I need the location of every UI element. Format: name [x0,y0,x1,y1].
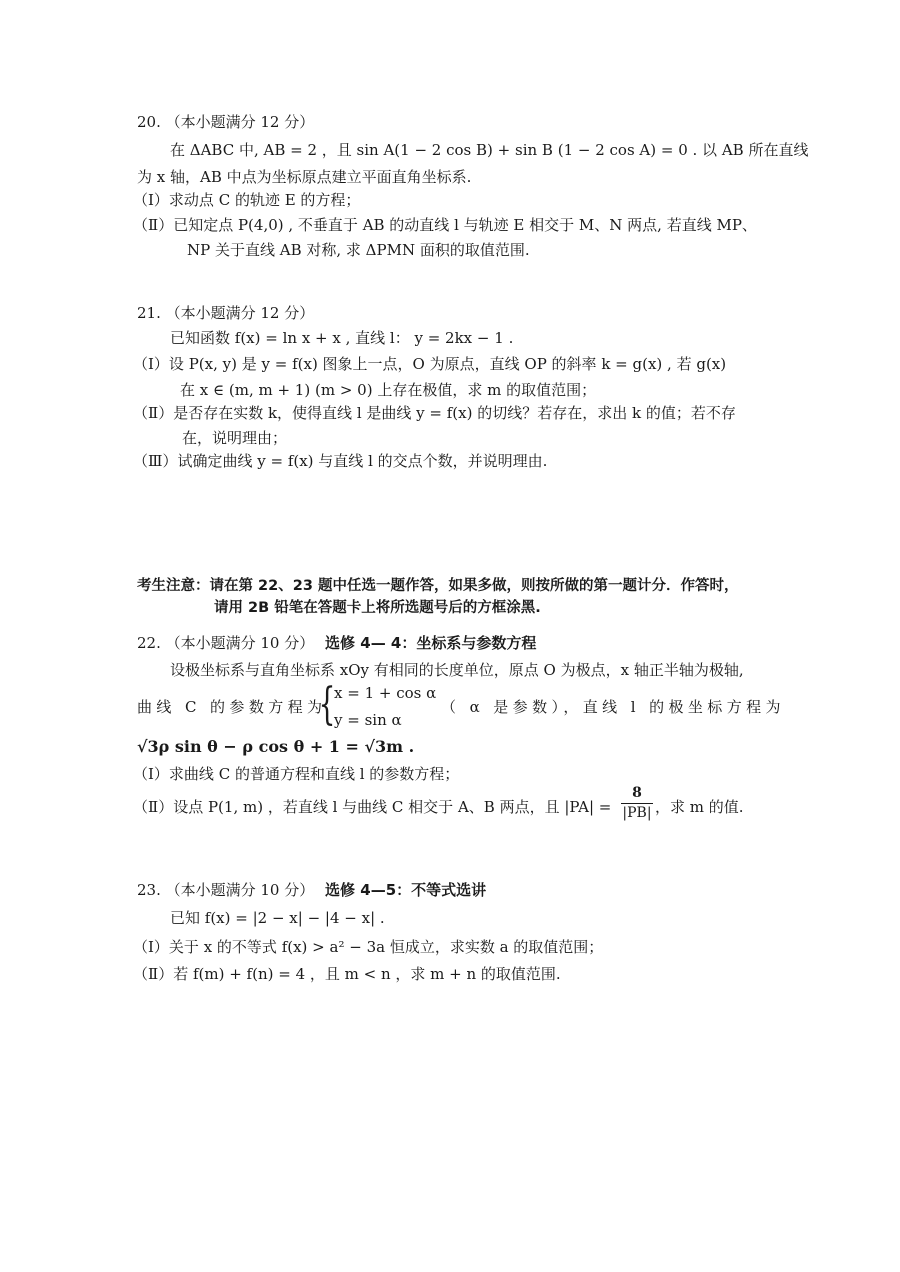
problem-21-stem: 已知函数 f(x) = ln x + x , 直线 l： y = 2kx − 1 . [170,329,514,347]
problem-20-part-1: （Ⅰ）求动点 C 的轨迹 E 的方程； [133,191,361,209]
problem-23-header-topic: 选修 4—5：不等式选讲 [325,881,487,899]
problem-23-part-1: （Ⅰ）关于 x 的不等式 f(x) > a² − 3a 恒成立，求实数 a 的取值范围； [133,938,604,956]
problem-22-header-score: 22. （本小题满分 10 分） [137,634,315,652]
notice-line-1: 考生注意：请在第 22、23 题中任选一题作答，如果多做，则按所做的第一题计分．作答时， [137,578,739,594]
problem-23-header-score: 23. （本小题满分 10 分） [137,881,315,899]
problem-21-header: 21. （本小题满分 12 分） [137,304,315,322]
problem-21-part-1-line-2: 在 x ∈ (m, m + 1) (m > 0) 上存在极值，求 m 的取值范围； [180,381,597,399]
fraction-denominator: |PB| [622,805,652,821]
problem-23-stem: 已知 f(x) = |2 − x| − |4 − x| . [170,909,385,927]
problem-21-part-1-line-1: （Ⅰ）设 P(x, y) 是 y = f(x) 图象上一点，O 为原点，直线 OP 的斜率 k = g(x) , 若 g(x) [133,355,727,373]
pa-pb-fraction [621,785,653,822]
polar-equation: √3ρ sin θ − ρ cos θ + 1 = √3m . [137,737,415,756]
problem-20-header: 20. （本小题满分 12 分） [137,113,315,131]
problem-20-part-2-line-1: （Ⅱ）已知定点 P(4,0) , 不垂直于 AB 的动直线 l 与轨迹 E 相交于 M、N 两点, 若直线 MP、 [133,216,757,234]
problem-22-header [137,633,536,653]
problem-22-header-topic: 选修 4— 4：坐标系与参数方程 [325,634,537,652]
problem-22-stem-line-2-tail: （ α 是参数），直线 l 的极坐标方程为 [441,698,785,716]
notice-line-2: 请用 2B 铅笔在答题卡上将所选题号后的方框涂黑. [214,600,541,616]
fraction-numerator: 8 [632,785,642,801]
problem-20-stem-line-1: 在 ΔABC 中, AB = 2 ，且 sin A(1 − 2 cos B) + sin B (1 − 2 cos A) = 0 . 以 AB 所在直线 [170,141,809,159]
param-equation-row-1: x = 1 + cos α [334,684,437,702]
problem-22-stem-line-1: 设极坐标系与直角坐标系 xOy 有相同的长度单位，原点 O 为极点，x 轴正半轴为极轴, [170,661,744,679]
problem-22-part-2-lead: （Ⅱ）设点 P(1, m) ，若直线 l 与曲线 C 相交于 A、B 两点，且 |PA| = [133,798,612,816]
problem-21-part-2-line-1: （Ⅱ）是否存在实数 k，使得直线 l 是曲线 y = f(x) 的切线？若存在，求出 k 的值；若不存 [133,404,736,422]
problem-20-part-2-line-2: NP 关于直线 AB 对称, 求 ΔPMN 面积的取值范围. [187,241,530,259]
problem-22-part-1: （Ⅰ）求曲线 C 的普通方程和直线 l 的参数方程； [133,765,460,783]
fraction-bar [621,803,653,804]
problem-22-part-2-tail: ，求 m 的值. [655,798,744,816]
problem-20-stem-line-2: 为 x 轴，AB 中点为坐标原点建立平面直角坐标系. [137,168,472,186]
param-equation-row-2: y = sin α [334,711,402,729]
problem-21-part-3: （Ⅲ）试确定曲线 y = f(x) 与直线 l 的交点个数，并说明理由. [133,452,548,470]
problem-22-stem-line-2-lead: 曲线 C 的参数方程为 [137,698,327,716]
problem-21-part-2-line-2: 在，说明理由； [182,429,288,447]
problem-23-header [137,880,486,900]
system-brace: { [318,679,336,730]
problem-23-part-2: （Ⅱ）若 f(m) + f(n) = 4 ，且 m < n ，求 m + n 的取值范围. [133,965,561,983]
